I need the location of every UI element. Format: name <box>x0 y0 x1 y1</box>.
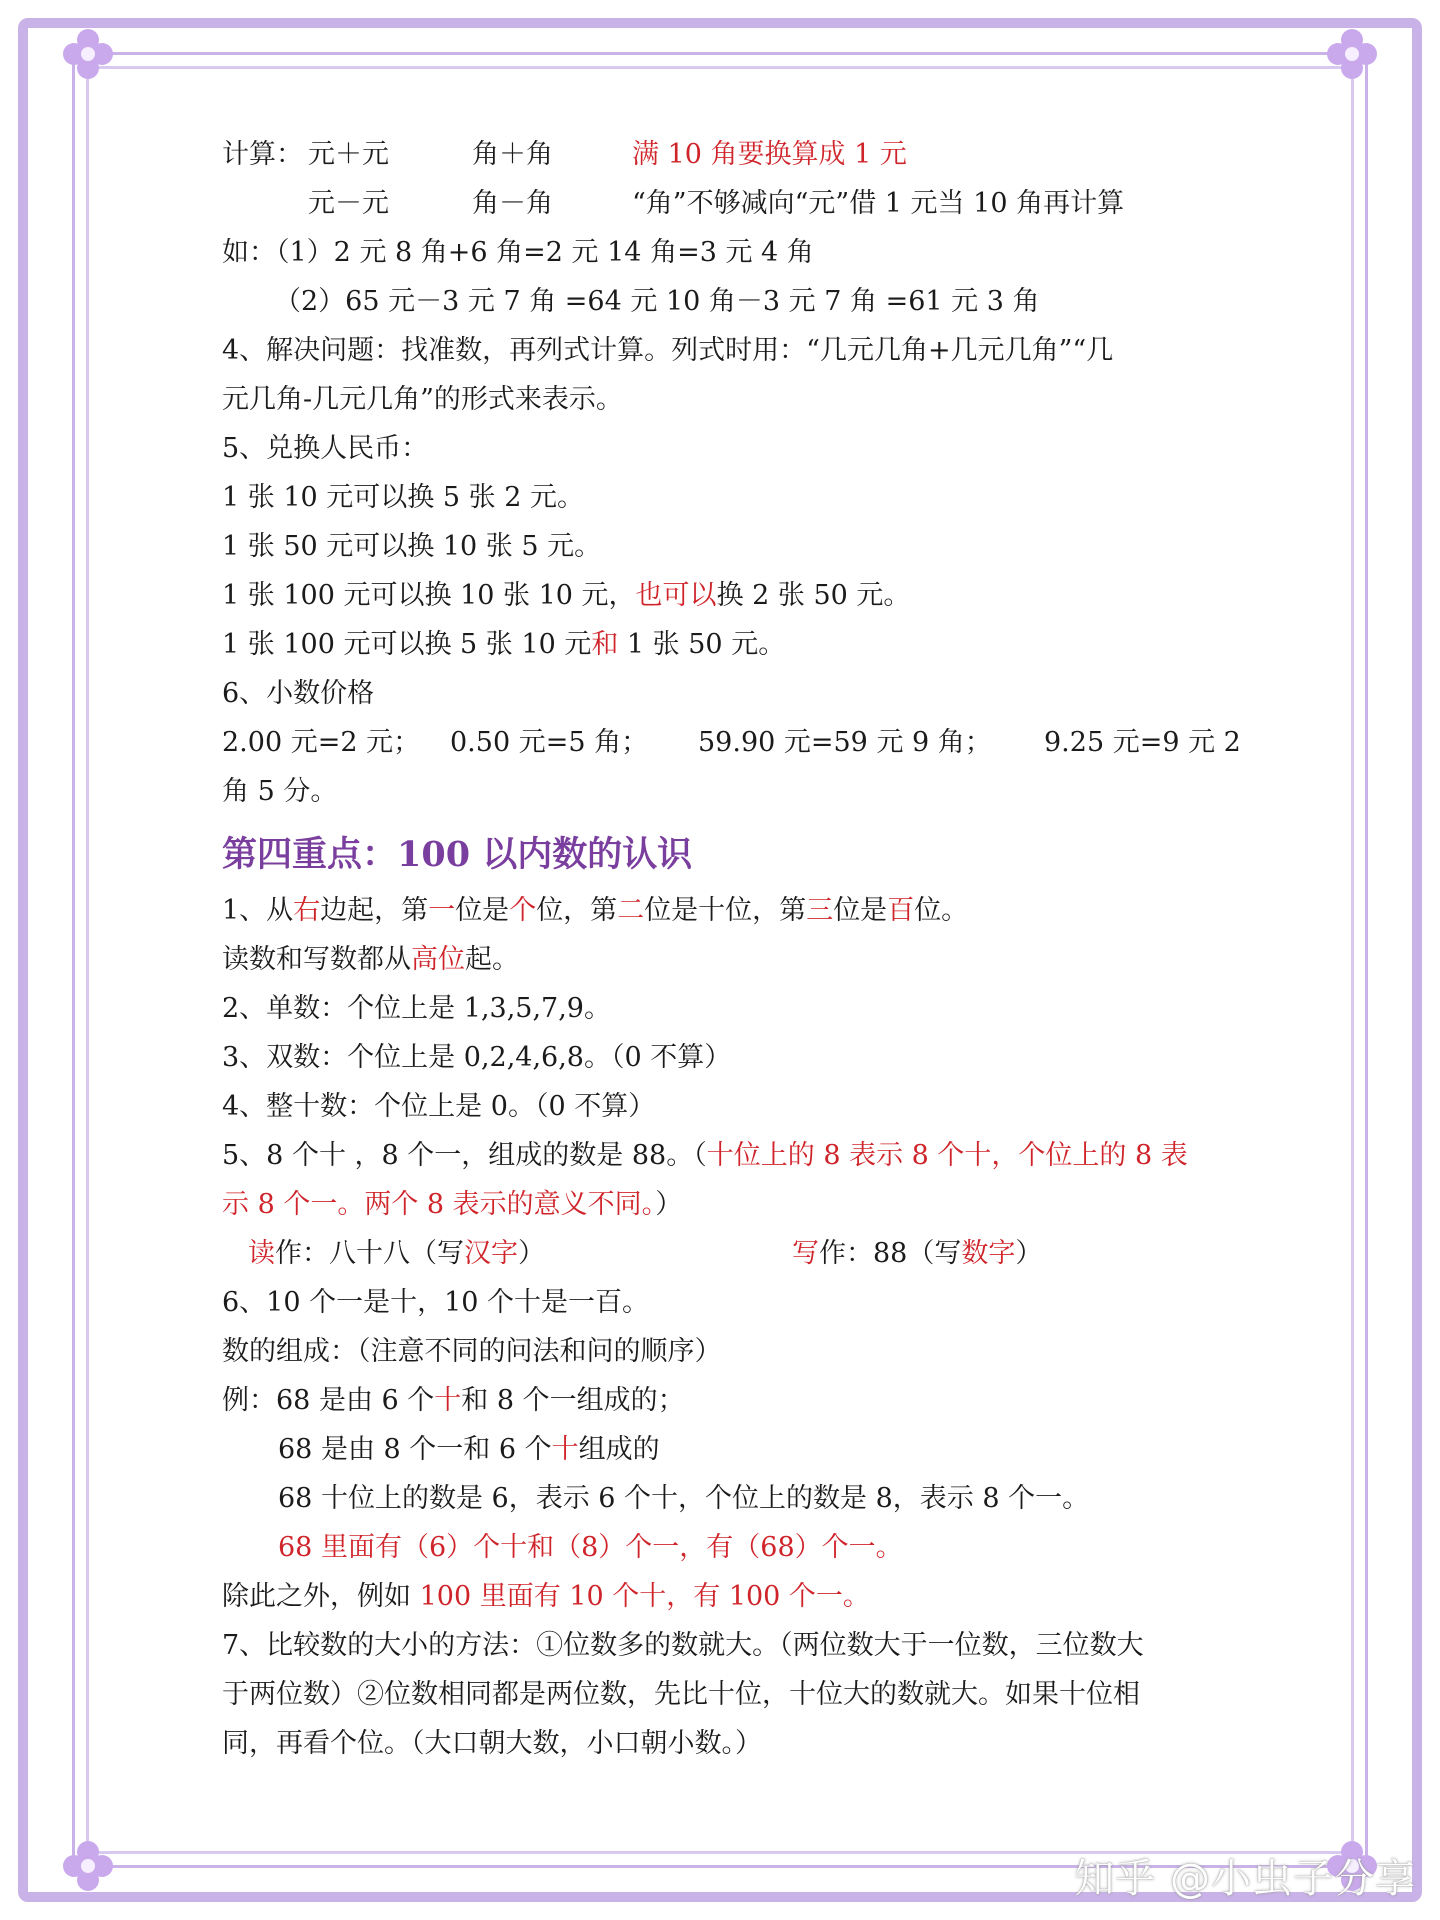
s3-line: 3、双数：个位上是 0,2,4,6,8。（0 不算） <box>222 1042 732 1073</box>
flower-icon <box>60 1838 116 1894</box>
highlight-span: 十 <box>551 1434 579 1465</box>
text-span: 位是 <box>833 895 888 926</box>
highlight-span: 也可以 <box>635 580 717 611</box>
item5-line4 <box>222 620 1242 669</box>
text-span: 除此之外，例如 <box>222 1581 420 1612</box>
highlight-span: 读 <box>248 1238 275 1269</box>
calc-sub-yuan: 元－元 <box>308 188 389 219</box>
calc-add-rule: 满 10 角要换算成 1 元 <box>632 139 907 170</box>
text-span: ） <box>518 1238 545 1269</box>
calc-sub-rule: “角”不够减向“元”借 1 元当 10 角再计算 <box>632 188 1125 219</box>
highlight-span: 百 <box>887 895 915 926</box>
text-span: 位。 <box>914 895 969 926</box>
price-4: 9.25 元=9 元 2 <box>1044 727 1241 758</box>
read-as <box>248 1229 545 1278</box>
s6-example-4: 68 里面有（6）个十和（8）个一，有（68）个一。 <box>278 1532 903 1563</box>
highlight-span: 数字 <box>961 1238 1016 1269</box>
text-span: 起。 <box>465 944 519 975</box>
item5-line3 <box>222 571 1242 620</box>
s6-example-3: 68 十位上的数是 6，表示 6 个十，个位上的数是 8，表示 8 个一。 <box>278 1483 1090 1514</box>
price-2: 0.50 元=5 角； <box>450 727 649 758</box>
s6-example-1 <box>222 1376 1242 1425</box>
text-span: 作：八十八（写 <box>275 1238 464 1269</box>
text-span: 1 张 100 元可以换 10 张 10 元， <box>222 580 636 611</box>
text-span: 1 张 100 元可以换 5 张 10 元 <box>222 629 592 660</box>
write-as <box>792 1229 1042 1278</box>
example-label: 如： <box>222 237 276 268</box>
document-body <box>222 130 1242 1768</box>
s2-line: 2、单数：个位上是 1,3,5,7,9。 <box>222 993 611 1024</box>
highlight-span: 右 <box>293 895 321 926</box>
section-heading: 第四重点：100 以内数的认识 <box>222 834 693 875</box>
item4-line2: 元几角-几元几角”的形式来表示。 <box>222 384 623 415</box>
s6-line1: 6、10 个一是十，10 个十是一百。 <box>222 1287 650 1318</box>
highlight-span: 示 8 个一。两个 8 表示的意义不同。 <box>222 1189 656 1220</box>
highlight-span: 汉字 <box>464 1238 518 1269</box>
highlight-span: 三 <box>806 895 834 926</box>
s5-read-write <box>222 1229 1242 1278</box>
price-row-cont: 角 5 分。 <box>222 776 338 807</box>
item5-title: 5、兑换人民币： <box>222 433 429 464</box>
s4-line: 4、整十数：个位上是 0。（0 不算） <box>222 1091 656 1122</box>
text-span: 68 是由 8 个一和 6 个 <box>278 1434 552 1465</box>
calc-example-1 <box>222 228 1242 277</box>
calc-example-2: （2）65 元－3 元 7 角 =64 元 10 角－3 元 7 角 =61 元 3 角 <box>274 286 1040 317</box>
text-span: 和 8 个一组成的； <box>461 1385 685 1416</box>
highlight-span: 写 <box>792 1238 819 1269</box>
highlight-span: 十位上的 8 表示 8 个十，个位上的 8 表 <box>706 1140 1188 1171</box>
text-span: 作：88（写 <box>819 1238 962 1269</box>
item4-line1: 4、解决问题：找准数，再列式计算。列式时用：“几元几角+几元几角”“几 <box>222 335 1114 366</box>
calc-label: 计算： <box>222 139 303 170</box>
highlight-span: 二 <box>617 895 645 926</box>
text-span: 边起，第 <box>320 895 429 926</box>
s5-line1 <box>222 1131 1242 1180</box>
highlight-span: 一 <box>428 895 456 926</box>
s6-compose: 数的组成：（注意不同的问法和问的顺序） <box>222 1336 722 1367</box>
highlight-span: 100 里面有 10 个十，有 100 个一。 <box>419 1581 870 1612</box>
s6-example-2 <box>222 1425 1242 1474</box>
text-span: 读数和写数都从 <box>222 944 411 975</box>
calc-sub-line <box>222 179 1242 228</box>
s7-line1: 7、比较数的大小的方法：①位数多的数就大。（两位数大于一位数，三位数大 <box>222 1630 1144 1661</box>
flower-icon <box>60 26 116 82</box>
text-span: 位，第 <box>536 895 618 926</box>
text-span: ） <box>1015 1238 1043 1269</box>
s6-example-5 <box>222 1572 1242 1621</box>
highlight-span: 和 <box>591 629 619 660</box>
s5-line2 <box>222 1180 1242 1229</box>
s1-line2 <box>222 935 1242 984</box>
example-1-text: （1）2 元 8 角+6 角=2 元 14 角=3 元 4 角 <box>276 237 814 268</box>
text-span: ） <box>655 1189 683 1220</box>
flower-icon <box>1324 26 1380 82</box>
highlight-span: 十 <box>434 1385 462 1416</box>
calc-add-jiao: 角＋角 <box>472 139 553 170</box>
text-span: 组成的 <box>578 1434 660 1465</box>
highlight-span: 个 <box>509 895 537 926</box>
text-span: 5、8 个十 ，8 个一，组成的数是 88。（ <box>222 1140 707 1171</box>
watermark: 知乎 @小虫子分享 <box>1074 1856 1416 1902</box>
text-span: 位是 <box>455 895 510 926</box>
text-span: 换 2 张 50 元。 <box>716 580 911 611</box>
calc-add-yuan: 元＋元 <box>308 139 389 170</box>
s7-line3: 同，再看个位。（大口朝大数，小口朝小数。） <box>222 1728 762 1759</box>
price-1: 2.00 元=2 元； <box>222 727 421 758</box>
calc-add-line <box>222 130 1242 179</box>
text-span: 1、从 <box>222 895 294 926</box>
highlight-span: 高位 <box>411 944 465 975</box>
text-span: 例：68 是由 6 个 <box>222 1385 435 1416</box>
price-row <box>222 718 1242 767</box>
item6-title: 6、小数价格 <box>222 678 375 709</box>
item5-line2: 1 张 50 元可以换 10 张 5 元。 <box>222 531 602 562</box>
price-3: 59.90 元=59 元 9 角； <box>698 727 992 758</box>
text-span: 1 张 50 元。 <box>618 629 786 660</box>
calc-sub-jiao: 角－角 <box>472 188 553 219</box>
s7-line2: 于两位数）②位数相同都是两位数，先比十位，十位大的数就大。如果十位相 <box>222 1679 1140 1710</box>
s1-line1 <box>222 886 1242 935</box>
item5-line1: 1 张 10 元可以换 5 张 2 元。 <box>222 482 584 513</box>
text-span: 位是十位，第 <box>644 895 807 926</box>
